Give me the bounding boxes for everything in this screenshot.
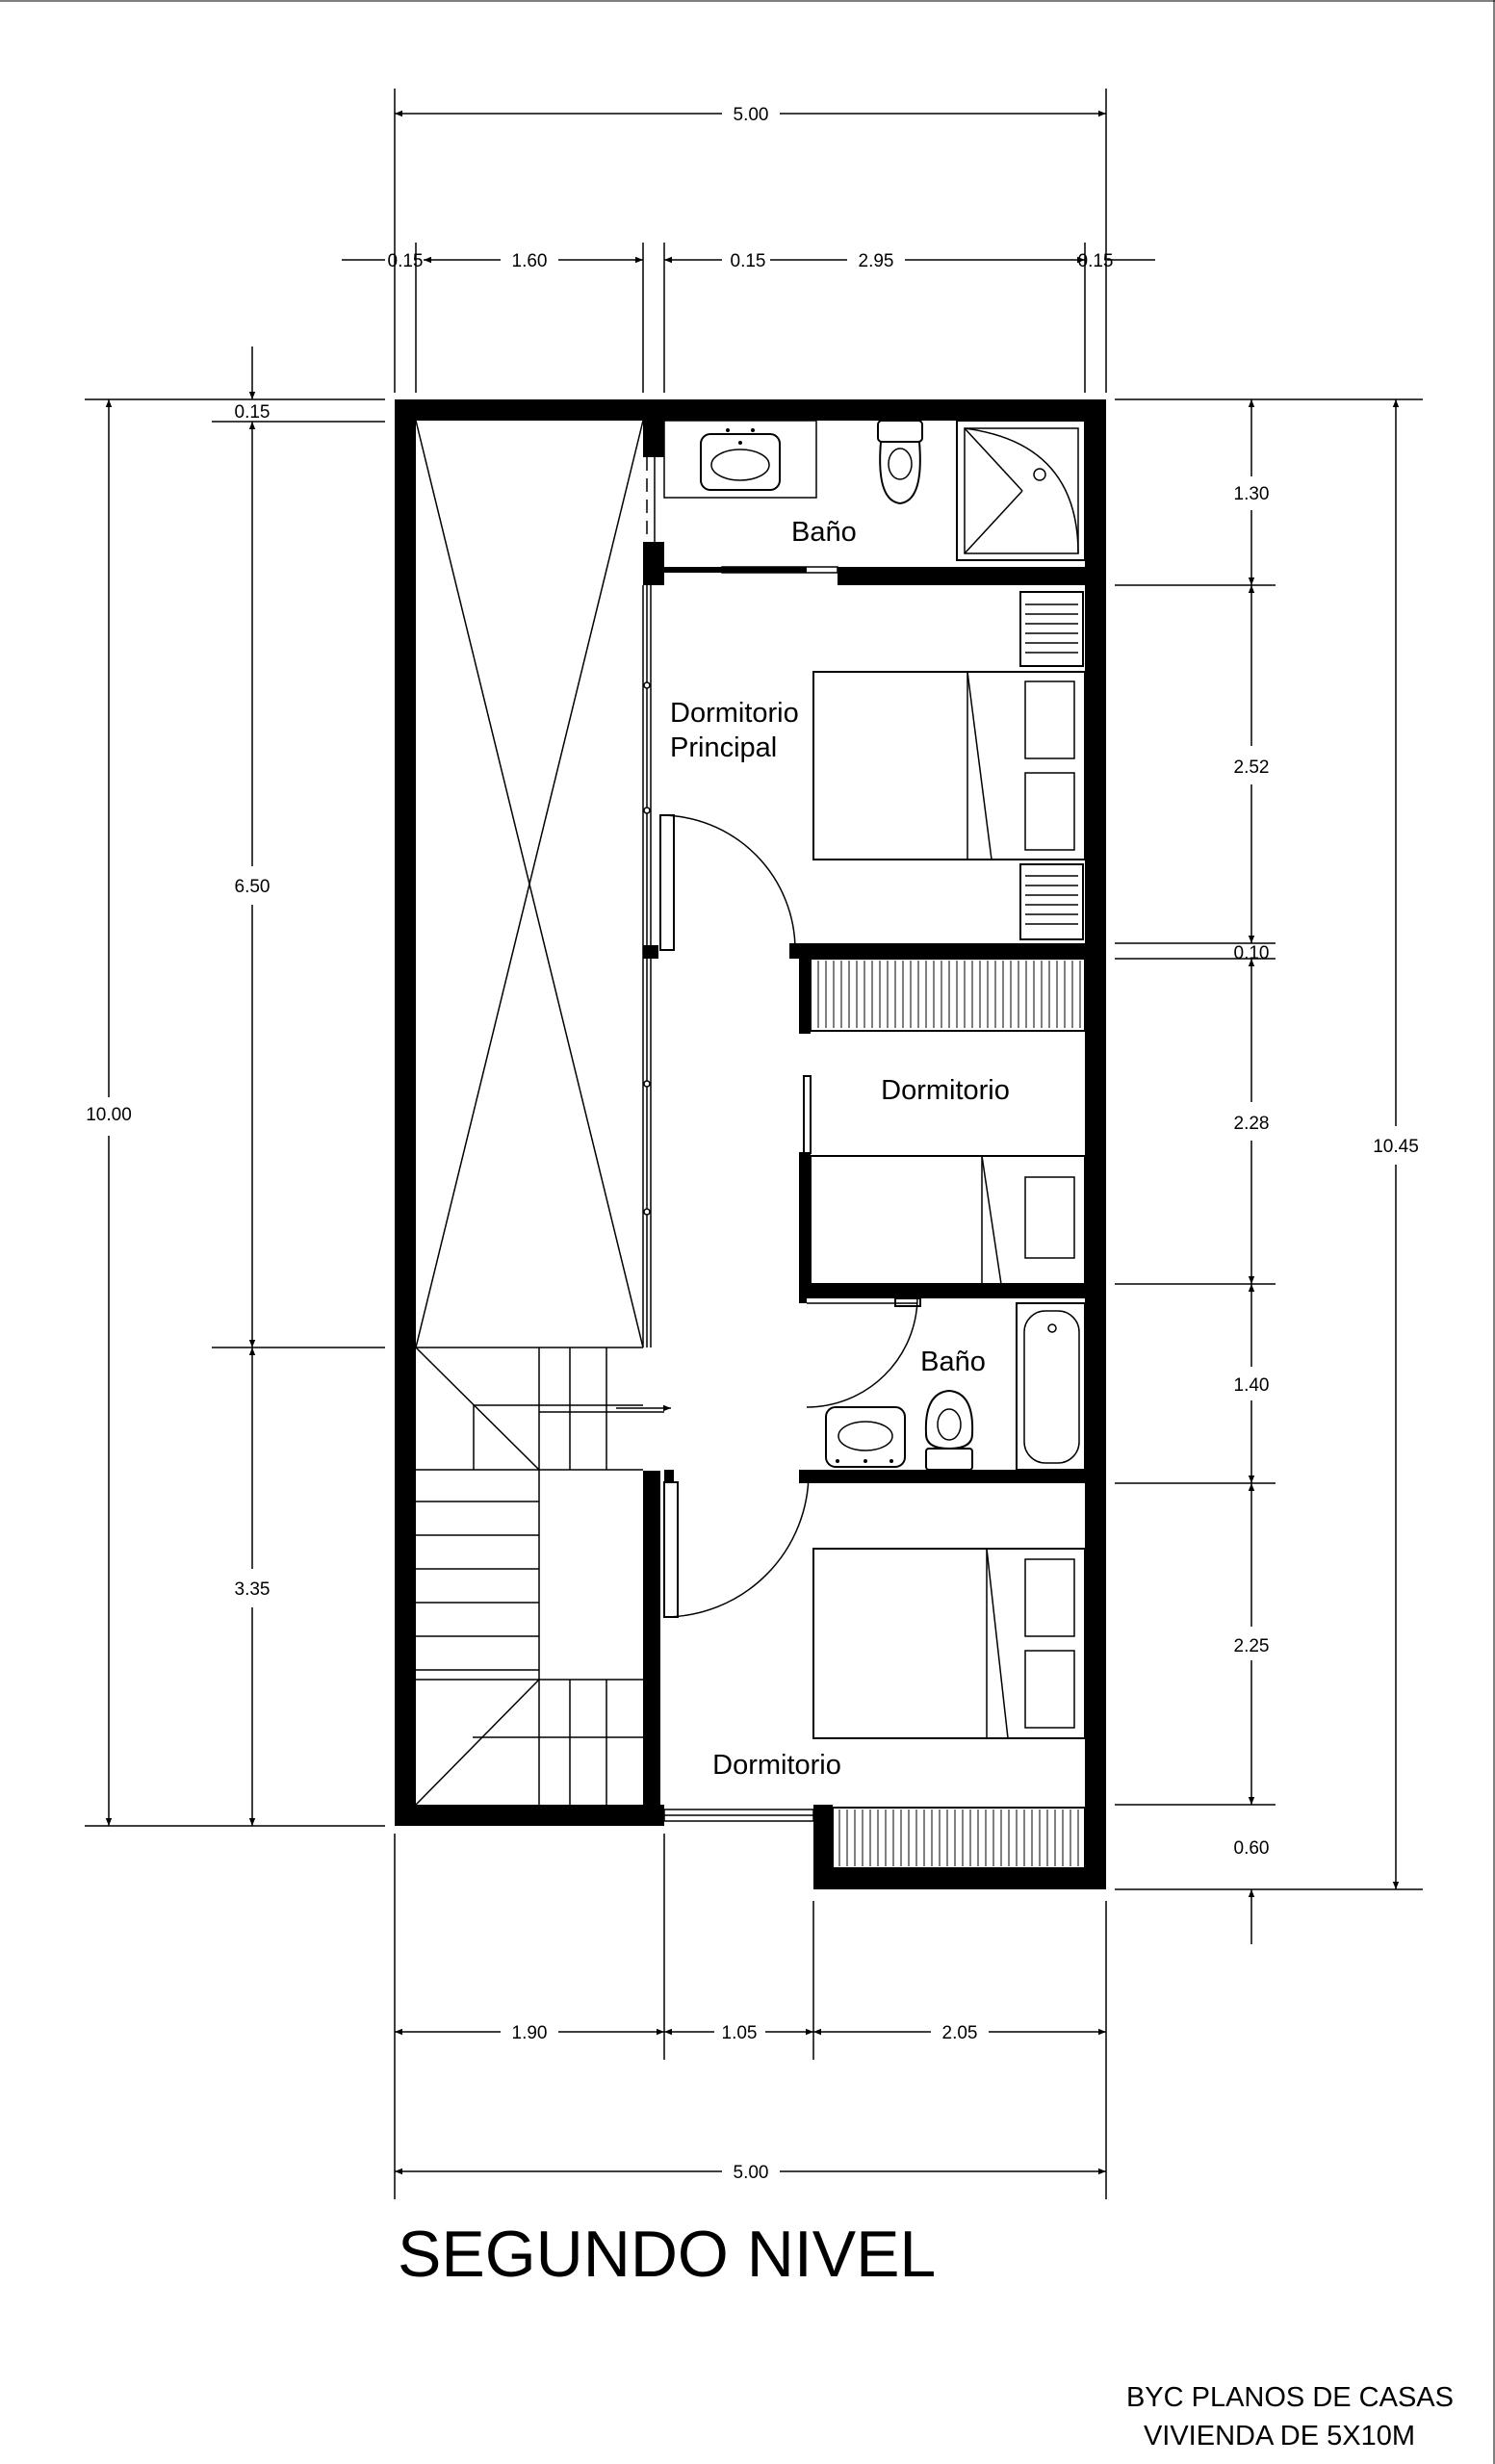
left-dimensions xyxy=(85,346,385,1826)
top-dimensions xyxy=(342,89,1155,393)
dim-top-total: 5.00 xyxy=(733,105,769,125)
dim-bottom-total: 5.00 xyxy=(733,2163,769,2183)
dim-top-seg-4: 2.95 xyxy=(858,251,894,271)
credit-line-2: VIVIENDA DE 5X10M xyxy=(1143,2421,1415,2451)
room-label-dormitorio-bottom: Dormitorio xyxy=(712,1750,841,1781)
dim-top-seg-5: 0.15 xyxy=(1077,251,1114,271)
middle-bathroom xyxy=(807,1298,1085,1470)
dim-bottom-seg-3: 2.05 xyxy=(941,2023,978,2043)
hall-railing xyxy=(643,457,658,1348)
plan-title: SEGUNDO NIVEL xyxy=(398,2218,937,2291)
dim-right-7: 0.60 xyxy=(1233,1838,1270,1859)
top-bathroom xyxy=(664,421,1085,573)
room-label-bano-top: Baño xyxy=(791,517,857,548)
credit-line-1: BYC PLANOS DE CASAS xyxy=(1125,2382,1454,2413)
dim-left-top: 0.15 xyxy=(234,402,271,423)
bottom-bedroom xyxy=(664,1470,1085,1868)
dim-top-seg-2: 1.60 xyxy=(511,251,548,271)
room-label-dormitorio-middle: Dormitorio xyxy=(881,1075,1010,1106)
dim-left-upper: 6.50 xyxy=(234,877,271,897)
room-label-bano-middle: Baño xyxy=(920,1347,986,1377)
dim-right-4: 2.28 xyxy=(1233,1114,1270,1134)
middle-bedroom xyxy=(804,959,1085,1284)
dim-right-1: 1.30 xyxy=(1233,484,1270,504)
master-bedroom xyxy=(660,592,1085,959)
dim-right-3: 0.10 xyxy=(1233,943,1270,963)
dim-right-total: 10.45 xyxy=(1373,1137,1419,1157)
dim-top-seg-1: 0.15 xyxy=(387,251,424,271)
dim-right-2: 2.52 xyxy=(1233,757,1270,778)
dim-bottom-seg-1: 1.90 xyxy=(511,2023,548,2043)
dim-bottom-seg-2: 1.05 xyxy=(721,2023,758,2043)
room-label-principal-1: Dormitorio xyxy=(670,698,799,729)
stairwell xyxy=(416,421,671,1805)
dim-left-total: 10.00 xyxy=(86,1105,132,1125)
right-dimensions xyxy=(1115,399,1423,1944)
dim-right-5: 1.40 xyxy=(1233,1375,1270,1396)
dim-left-lower: 3.35 xyxy=(234,1579,271,1600)
room-label-principal-2: Principal xyxy=(670,732,778,763)
dim-top-seg-3: 0.15 xyxy=(730,251,766,271)
dim-right-6: 2.25 xyxy=(1233,1636,1270,1656)
